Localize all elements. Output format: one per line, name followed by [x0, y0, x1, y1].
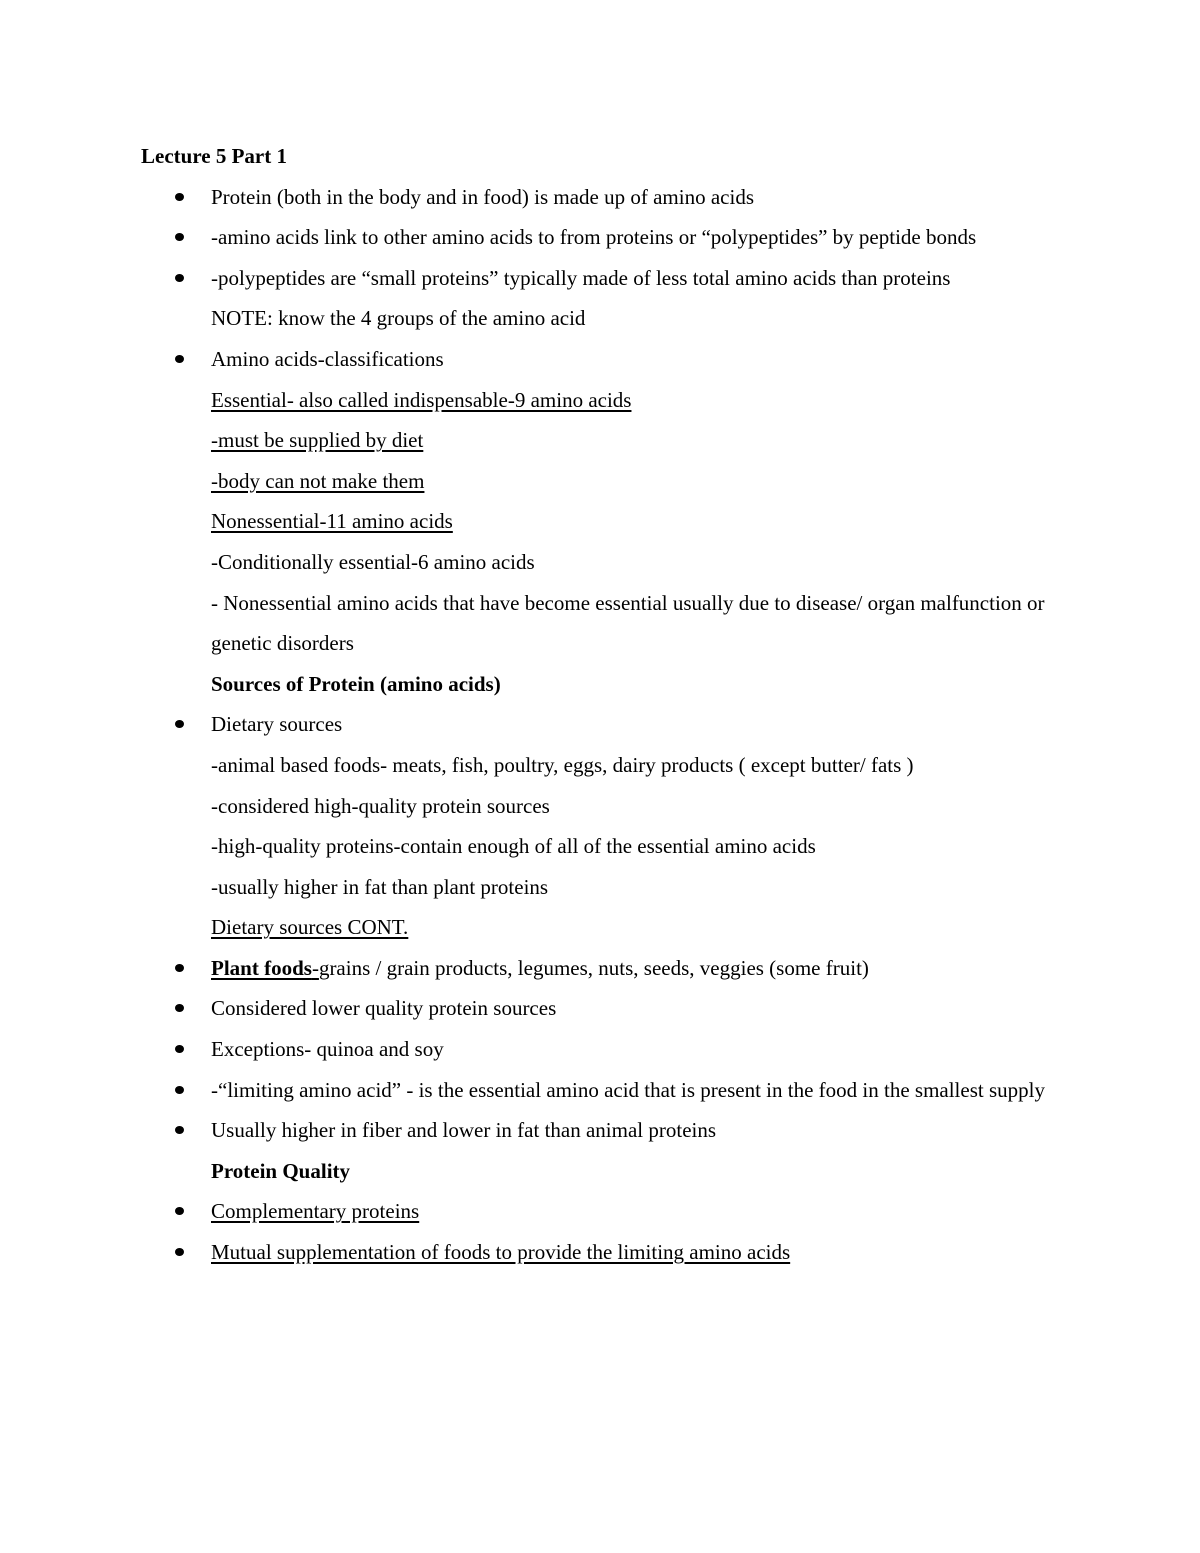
underlined-text: Essential- also called indispensable-9 amino acids: [211, 387, 632, 412]
bullet-icon: [175, 1126, 184, 1134]
list-item-text: -polypeptides are “small proteins” typically made of less total amino acids than proteins: [211, 265, 951, 290]
list-item-text: grains / grain products, legumes, nuts, seeds, veggies (some fruit): [318, 955, 869, 980]
bullet-icon: [175, 1045, 184, 1053]
bullet-icon: [175, 720, 184, 728]
list-item-text: Protein (both in the body and in food) is made up of amino acids: [211, 184, 754, 209]
dash-text: -: [311, 955, 319, 980]
list-item-text: Dietary sources: [211, 712, 343, 737]
list-item: [141, 1029, 1071, 1070]
text-line: [141, 826, 1071, 867]
bullet-icon: [175, 274, 184, 282]
body-text: -considered high-quality protein sources: [211, 793, 550, 818]
section-heading-text: Protein Quality: [211, 1158, 351, 1183]
list-item: [141, 1232, 1071, 1273]
text-line: [141, 380, 1071, 421]
text-line: [141, 786, 1071, 827]
list-item: [141, 988, 1071, 1029]
text-line: [141, 745, 1071, 786]
text-line: [141, 298, 1071, 339]
underlined-text: Dietary sources CONT.: [211, 915, 409, 940]
text-line: [141, 583, 1071, 664]
list-item: [141, 217, 1071, 258]
document-body: [141, 136, 1071, 1273]
list-item-text: Mutual supplementation of foods to provide the limiting amino acids: [211, 1240, 791, 1265]
body-text: -animal based foods- meats, fish, poultry, eggs, dairy products ( except butter/ fats ): [211, 752, 914, 777]
list-item: [141, 948, 1071, 989]
body-text: -high-quality proteins-contain enough of all of the essential amino acids: [211, 834, 816, 859]
text-line: [141, 420, 1071, 461]
bullet-icon: [175, 233, 184, 241]
text-line: [141, 501, 1071, 542]
note-text: NOTE: know the 4 groups of the amino acid: [211, 306, 586, 331]
list-item: [141, 1070, 1071, 1111]
section-heading: [141, 664, 1071, 705]
text-line: [141, 542, 1071, 583]
bullet-icon: [175, 1207, 184, 1215]
text-line: [141, 867, 1071, 908]
list-item: [141, 258, 1071, 299]
bullet-icon: [175, 964, 184, 972]
list-item: [141, 1191, 1071, 1232]
document-title: Lecture 5 Part 1: [141, 144, 287, 168]
section-heading-text: Sources of Protein (amino acids): [211, 671, 501, 696]
body-text: -usually higher in fat than plant proteins: [211, 874, 549, 899]
list-item-text: Amino acids-classifications: [211, 346, 444, 371]
plant-foods-label: Plant foods: [211, 955, 312, 980]
body-text: - Nonessential amino acids that have become essential usually due to disease/ organ malfunction or genetic disorders: [211, 590, 1045, 656]
bullet-icon: [175, 193, 184, 201]
underlined-text: -body can not make them: [211, 468, 425, 493]
list-item: [141, 339, 1071, 380]
text-line: [141, 907, 1071, 948]
bullet-icon: [175, 355, 184, 363]
list-item: [141, 704, 1071, 745]
list-item-text: -“limiting amino acid” - is the essential amino acid that is present in the food in the smallest supply: [211, 1077, 1045, 1102]
bullet-icon: [175, 1248, 184, 1256]
list-item-text: Complementary proteins: [211, 1199, 420, 1224]
list-item-text: Considered lower quality protein sources: [211, 996, 557, 1021]
bullet-icon: [175, 1086, 184, 1094]
section-heading: [141, 1151, 1071, 1192]
body-text: -Conditionally essential-6 amino acids: [211, 549, 535, 574]
text-line: [141, 461, 1071, 502]
list-item-text: Usually higher in fiber and lower in fat than animal proteins: [211, 1118, 717, 1143]
underlined-text: Nonessential-11 amino acids: [211, 509, 453, 534]
underlined-text: -must be supplied by diet: [211, 428, 424, 453]
list-item-text: -amino acids link to other amino acids to from proteins or “polypeptides” by peptide bonds: [211, 225, 977, 250]
list-item-text: Exceptions- quinoa and soy: [211, 1037, 444, 1062]
list-item: [141, 177, 1071, 218]
list-item: [141, 1110, 1071, 1151]
bullet-icon: [175, 1004, 184, 1012]
